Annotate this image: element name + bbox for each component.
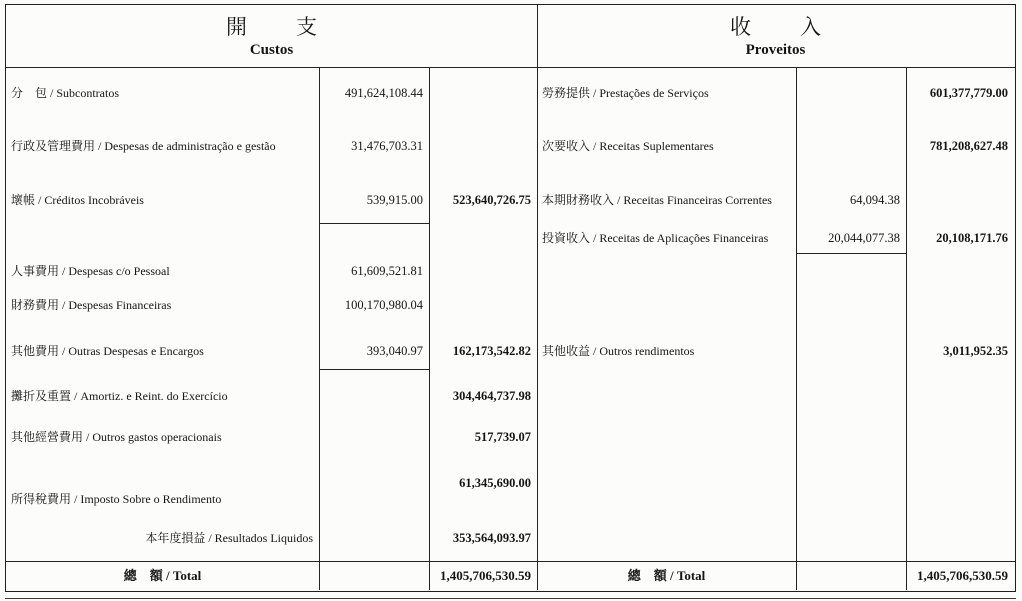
left-subtotal-rule-1 — [319, 223, 430, 224]
table-row — [537, 227, 1014, 249]
row-amount-col2: 523,640,726.75 — [452, 193, 531, 207]
row-amount-col2: 353,564,093.97 — [452, 531, 531, 545]
table-row — [6, 82, 537, 104]
row-label: 行政及管理費用 / Despesas de administração e gestão — [11, 139, 276, 153]
row-amount-col2: 304,464,737.98 — [452, 389, 531, 403]
header-divider-line — [6, 67, 1015, 68]
income-total-value: 1,405,706,530.59 — [917, 568, 1008, 583]
row-label: 本期財務收入 / Receitas Financeiras Correntes — [542, 193, 772, 207]
income-title-zh: 收 入 — [730, 15, 835, 39]
right-subtotal-rule — [796, 253, 907, 254]
table-row — [6, 135, 537, 157]
row-label: 其他經營費用 / Outros gastos operacionais — [11, 430, 222, 444]
row-label: 所得稅費用 / Imposto Sobre o Rendimento — [11, 492, 222, 506]
table-row — [537, 340, 1014, 362]
table-row — [6, 294, 537, 316]
row-label: 次要收入 / Receitas Suplementares — [542, 139, 714, 153]
left-subtotal-rule-2 — [319, 369, 430, 370]
row-label: 攤折及重置 / Amortiz. e Reint. do Exercício — [11, 389, 228, 403]
row-amount-col1 — [319, 385, 429, 407]
row-label: 其他收益 / Outros rendimentos — [542, 344, 695, 358]
row-label: 其他費用 / Outras Despesas e Encargos — [11, 344, 204, 358]
table-frame — [5, 4, 1016, 592]
row-amount-col1: 539,915.00 — [366, 193, 423, 207]
row-amount-col2: 162,173,542.82 — [452, 344, 531, 358]
income-total-row — [537, 561, 1014, 590]
row-amount-col2 — [429, 260, 537, 282]
row-label: 勞務提供 / Prestações de Serviços — [542, 86, 709, 100]
expenses-total-col1 — [319, 561, 429, 590]
expenses-total-value: 1,405,706,530.59 — [440, 568, 531, 583]
expenses-title-pt: Custos — [249, 42, 294, 58]
row-amount-col1: 491,624,108.44 — [344, 86, 423, 100]
row-amount-col1 — [319, 479, 429, 501]
row-label: 本年度損益 / Resultados Liquidos — [145, 531, 313, 545]
expenses-total-label: 總 額 / Total — [123, 568, 202, 583]
row-amount-col1: 100,170,980.04 — [344, 298, 423, 312]
table-row — [537, 189, 1014, 211]
row-amount-col1 — [796, 135, 906, 157]
row-amount-col1: 20,044,077.38 — [828, 231, 900, 245]
row-amount-col1 — [796, 82, 906, 104]
row-amount-col1 — [319, 426, 429, 448]
table-row — [6, 527, 537, 549]
row-amount-col2 — [429, 294, 537, 316]
row-amount-col1: 31,476,703.31 — [351, 139, 423, 153]
row-amount-col2: 61,345,690.00 — [459, 476, 531, 490]
income-header — [537, 5, 1014, 67]
table-row — [6, 260, 537, 282]
row-label: 財務費用 / Despesas Financeiras — [11, 298, 172, 312]
row-label: 分 包 / Subcontratos — [11, 86, 119, 100]
row-amount-col1: 393,040.97 — [366, 344, 423, 358]
expenses-title-zh: 開 支 — [226, 15, 331, 39]
table-row — [537, 82, 1014, 104]
table-row — [6, 476, 537, 506]
table-row — [6, 340, 537, 362]
row-label: 壞帳 / Créditos Incobráveis — [11, 193, 144, 207]
expenses-total-row — [6, 561, 537, 590]
bottom-page-rule — [5, 598, 1016, 599]
row-amount-col1: 64,094.38 — [850, 193, 900, 207]
expenses-header — [6, 5, 537, 67]
row-amount-col2: 20,108,171.76 — [936, 231, 1008, 245]
table-row — [6, 385, 537, 407]
row-amount-col2: 781,208,627.48 — [929, 139, 1008, 153]
row-amount-col2 — [429, 135, 537, 157]
row-amount-col2 — [429, 82, 537, 104]
row-amount-col1: 61,609,521.81 — [351, 264, 423, 278]
row-amount-col1 — [319, 527, 429, 549]
row-amount-col2: 517,739.07 — [474, 430, 531, 444]
row-amount-col2: 601,377,779.00 — [929, 86, 1008, 100]
row-amount-col2 — [906, 189, 1014, 211]
row-label: 投資收入 / Receitas de Aplicações Financeiras — [542, 231, 769, 245]
table-row — [537, 135, 1014, 157]
table-row — [6, 189, 537, 211]
income-total-col1 — [796, 561, 906, 590]
row-amount-col2: 3,011,952.35 — [943, 344, 1008, 358]
table-row — [6, 426, 537, 448]
row-label: 人事費用 / Despesas c/o Pessoal — [11, 264, 170, 278]
row-amount-col1 — [796, 340, 906, 362]
income-title-pt: Proveitos — [745, 42, 806, 58]
income-total-label: 總 額 / Total — [627, 568, 706, 583]
